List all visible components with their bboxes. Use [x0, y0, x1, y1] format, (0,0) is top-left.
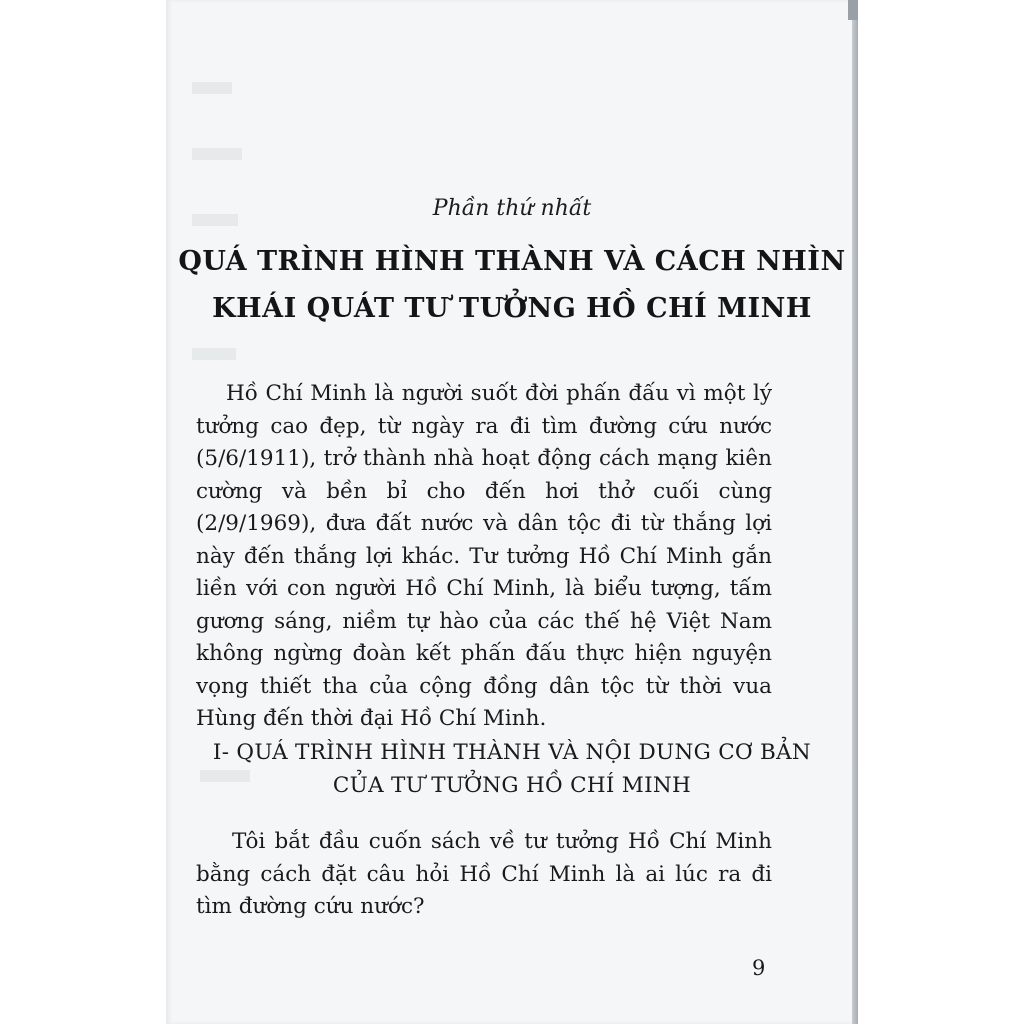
page-corner-shadow	[848, 0, 858, 20]
show-through-mark	[192, 82, 232, 94]
chapter-title-line-2: KHÁI QUÁT TƯ TƯỞNG HỒ CHÍ MINH	[212, 293, 812, 324]
body-paragraph-2: Tôi bắt đầu cuốn sách về tư tưởng Hồ Chí Minh bằng cách đặt câu hỏi Hồ Chí Minh là ai lúc ra đi tìm đường cứu nước?	[196, 829, 772, 919]
section-heading-line-1: I- QUÁ TRÌNH HÌNH THÀNH VÀ NỘI DUNG CƠ BẢN	[212, 740, 812, 765]
show-through-mark	[192, 348, 236, 360]
chapter-title-line-1: QUÁ TRÌNH HÌNH THÀNH VÀ CÁCH NHÌN	[178, 246, 846, 277]
section-heading-line-2: CỦA TƯ TƯỞNG HỒ CHÍ MINH	[332, 773, 692, 798]
body-paragraph-1: Hồ Chí Minh là người suốt đời phấn đấu vì một lý tưởng cao đẹp, từ ngày ra đi tìm đường cứu nước (5/6/1911), trở thành nhà hoạt động cách mạng kiên cường và bền bỉ cho đến hơi thở cuối cùng (2/9/1969), đưa đất nước và dân tộc đi từ thắng lợi này đến thắng lợi khác. Tư tưởng Hồ Chí Minh gắn liền với con người Hồ Chí Minh, là biểu tượng, tấm gương sáng, niềm tự hào của các thế hệ Việt Nam không ngừng đoàn kết phấn đấu thực hiện nguyện vọng thiết tha của cộng đồng dân tộc từ thời vua Hùng đến thời đại Hồ Chí Minh.	[196, 381, 772, 731]
page-edge-shadow	[852, 0, 858, 1024]
show-through-mark	[192, 148, 242, 160]
section-heading	[166, 736, 858, 802]
part-title: Phần thứ nhất	[432, 196, 592, 221]
chapter-title	[166, 238, 858, 332]
page-number: 9	[752, 956, 766, 980]
